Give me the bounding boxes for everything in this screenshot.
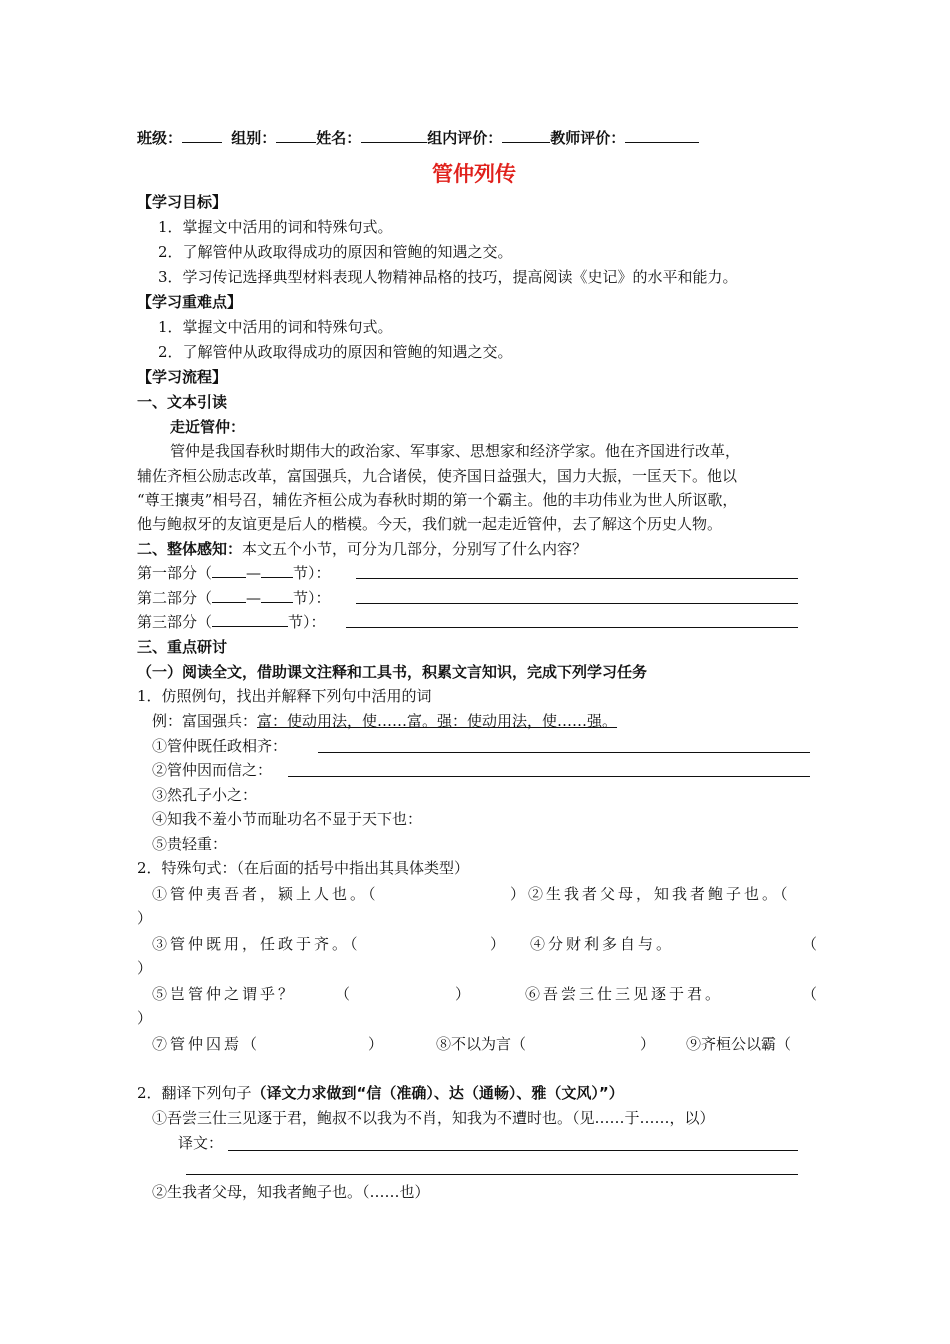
section3-heading: 三、重点研讨 xyxy=(137,638,228,656)
part2-label: 第二部分（ xyxy=(137,589,213,607)
section1-sub: 走近管仲： xyxy=(170,418,246,436)
q3-sentence: ②生我者父母，知我者鲍子也。（……也） xyxy=(152,1183,430,1201)
q2-row2-a: ③管仲既用，任政于齐。（ xyxy=(152,935,361,953)
intro-line: 辅佐齐桓公励志改革，富国强兵，九合诸侯，使齐国日益强大，国力大振，一匡天下。他以 xyxy=(137,467,738,485)
q1-item: ④知我不羞小节而耻功名不显于天下也： xyxy=(152,810,423,828)
q1-answer-line[interactable] xyxy=(288,776,810,777)
key-point-item: 2．了解管仲从政取得成功的原因和管鲍的知遇之交。 xyxy=(158,343,513,361)
part3-label: 第三部分（ xyxy=(137,613,213,631)
q1-item: ①管仲既任政相齐： xyxy=(152,737,288,755)
q2-row2-b: ） xyxy=(490,935,506,953)
group-eval-label: 组内评价： xyxy=(427,129,503,147)
q2-wrap-paren: ） xyxy=(137,1009,153,1027)
q2-row3-d: ⑥吾尝三仕三见逐于君。 xyxy=(525,985,724,1003)
q2-row4-c: ⑧不以为言（ xyxy=(436,1035,527,1053)
q2-open-paren: （ xyxy=(802,985,818,1003)
section-close: 节）： xyxy=(288,613,326,631)
section-close: 节）： xyxy=(293,564,331,582)
q2-wrap-paren: ） xyxy=(137,959,153,977)
q1-item: ⑤贵轻重： xyxy=(152,835,228,853)
q2-row3-c: ） xyxy=(455,985,471,1003)
part2-end-field[interactable] xyxy=(261,588,293,603)
section2-prompt: 本文五个小节，可分为几部分，分别写了什么内容？ xyxy=(242,540,588,558)
teacher-eval-label: 教师评价： xyxy=(550,129,626,147)
translation-line[interactable] xyxy=(186,1174,798,1175)
goals-heading: 【学习目标】 xyxy=(137,193,228,211)
example-text: 富：使动用法，使……富。强：使动用法，使……强。 xyxy=(257,712,618,730)
q2-row2-c: ④分财利多自与。 xyxy=(530,935,675,953)
q2-stem: 2．特殊句式：（在后面的括号中指出其具体类型） xyxy=(137,859,470,877)
key-points-heading: 【学习重难点】 xyxy=(137,293,243,311)
part2-row xyxy=(137,588,331,608)
task-heading: （一）阅读全文，借助课文注释和工具书，积累文言知识，完成下列学习任务 xyxy=(137,663,648,681)
part3-answer-line[interactable] xyxy=(346,627,798,628)
q3-stem-bold: （译文力求做到“信（准确）、达（通畅）、雅（文风）”） xyxy=(251,1084,624,1102)
q2-open-paren: （ xyxy=(802,935,818,953)
part1-row xyxy=(137,563,331,583)
q1-item: ③然孔子小之： xyxy=(152,786,258,804)
section-close: 节）： xyxy=(293,589,331,607)
part3-field[interactable] xyxy=(212,612,288,627)
group-field[interactable] xyxy=(276,128,316,143)
intro-line: 管仲是我国春秋时期伟大的政治家、军事家、思想家和经济学家。他在齐国进行改革， xyxy=(170,442,741,460)
teacher-eval-field[interactable] xyxy=(625,128,699,143)
dash: — xyxy=(246,564,262,582)
q1-example xyxy=(152,711,617,731)
key-point-item: 1．掌握文中活用的词和特殊句式。 xyxy=(158,318,393,336)
header-row xyxy=(137,128,699,148)
part1-end-field[interactable] xyxy=(261,563,293,578)
q2-row3-a: ⑤岂管仲之谓乎？ xyxy=(152,985,297,1003)
q3-sentence: ①吾尝三仕三见逐于君，鲍叔不以我为不肖，知我为不遭时也。（见……于……，以） xyxy=(152,1109,715,1127)
q3-stem-plain: 2．翻译下列句子 xyxy=(137,1084,252,1102)
goal-item: 2．了解管仲从政取得成功的原因和管鲍的知遇之交。 xyxy=(158,243,513,261)
part2-start-field[interactable] xyxy=(212,588,246,603)
goal-item: 1．掌握文中活用的词和特殊句式。 xyxy=(158,218,393,236)
part3-row xyxy=(137,612,326,632)
q2-row4-e: ⑨齐桓公以霸（ xyxy=(686,1035,792,1053)
goal-item: 3．学习传记选择典型材料表现人物精神品格的技巧，提高阅读《史记》的水平和能力。 xyxy=(158,268,738,286)
page-title: 管仲列传 xyxy=(432,162,516,186)
section2-heading: 二、整体感知： xyxy=(137,540,243,558)
part1-start-field[interactable] xyxy=(212,563,246,578)
q2-row1-a: ①管仲夷吾者，颍上人也。（ xyxy=(152,885,379,903)
q1-stem: 1．仿照例句，找出并解释下列句中活用的词 xyxy=(137,687,432,705)
q2-row4-d: ） xyxy=(640,1035,656,1053)
dash: — xyxy=(246,589,262,607)
q2-row4-a: ⑦管仲囚焉（ xyxy=(152,1035,261,1053)
q1-item: ②管仲因而信之： xyxy=(152,761,273,779)
name-field[interactable] xyxy=(361,128,427,143)
class-field[interactable] xyxy=(182,128,222,143)
section1-heading: 一、文本引读 xyxy=(137,393,228,411)
process-heading: 【学习流程】 xyxy=(137,368,228,386)
example-prefix: 例：富国强兵： xyxy=(152,712,258,730)
part1-label: 第一部分（ xyxy=(137,564,213,582)
group-eval-field[interactable] xyxy=(502,128,550,143)
name-label: 姓名： xyxy=(316,129,362,147)
section2-row xyxy=(137,539,587,559)
q2-row4-b: ） xyxy=(368,1035,384,1053)
intro-line: “尊王攘夷”相号召，辅佐齐桓公成为春秋时期的第一个霸主。他的丰功伟业为世人所讴歌， xyxy=(137,491,738,509)
translation-line[interactable] xyxy=(228,1150,798,1151)
q2-row3-b: （ xyxy=(335,985,351,1003)
translation-label: 译文： xyxy=(178,1134,224,1152)
q1-answer-line[interactable] xyxy=(318,752,810,753)
q3-stem xyxy=(137,1083,624,1103)
intro-line: 他与鲍叔牙的友谊更是后人的楷模。今天，我们就一起走近管仲，去了解这个历史人物。 xyxy=(137,515,723,533)
part2-answer-line[interactable] xyxy=(356,603,798,604)
part1-answer-line[interactable] xyxy=(356,578,798,579)
q2-wrap-paren: ） xyxy=(137,909,153,927)
class-label: 班级： xyxy=(137,129,183,147)
group-label: 组别： xyxy=(231,129,277,147)
q2-row1-b: ）②生我者父母，知我者鲍子也。（ xyxy=(510,885,791,903)
